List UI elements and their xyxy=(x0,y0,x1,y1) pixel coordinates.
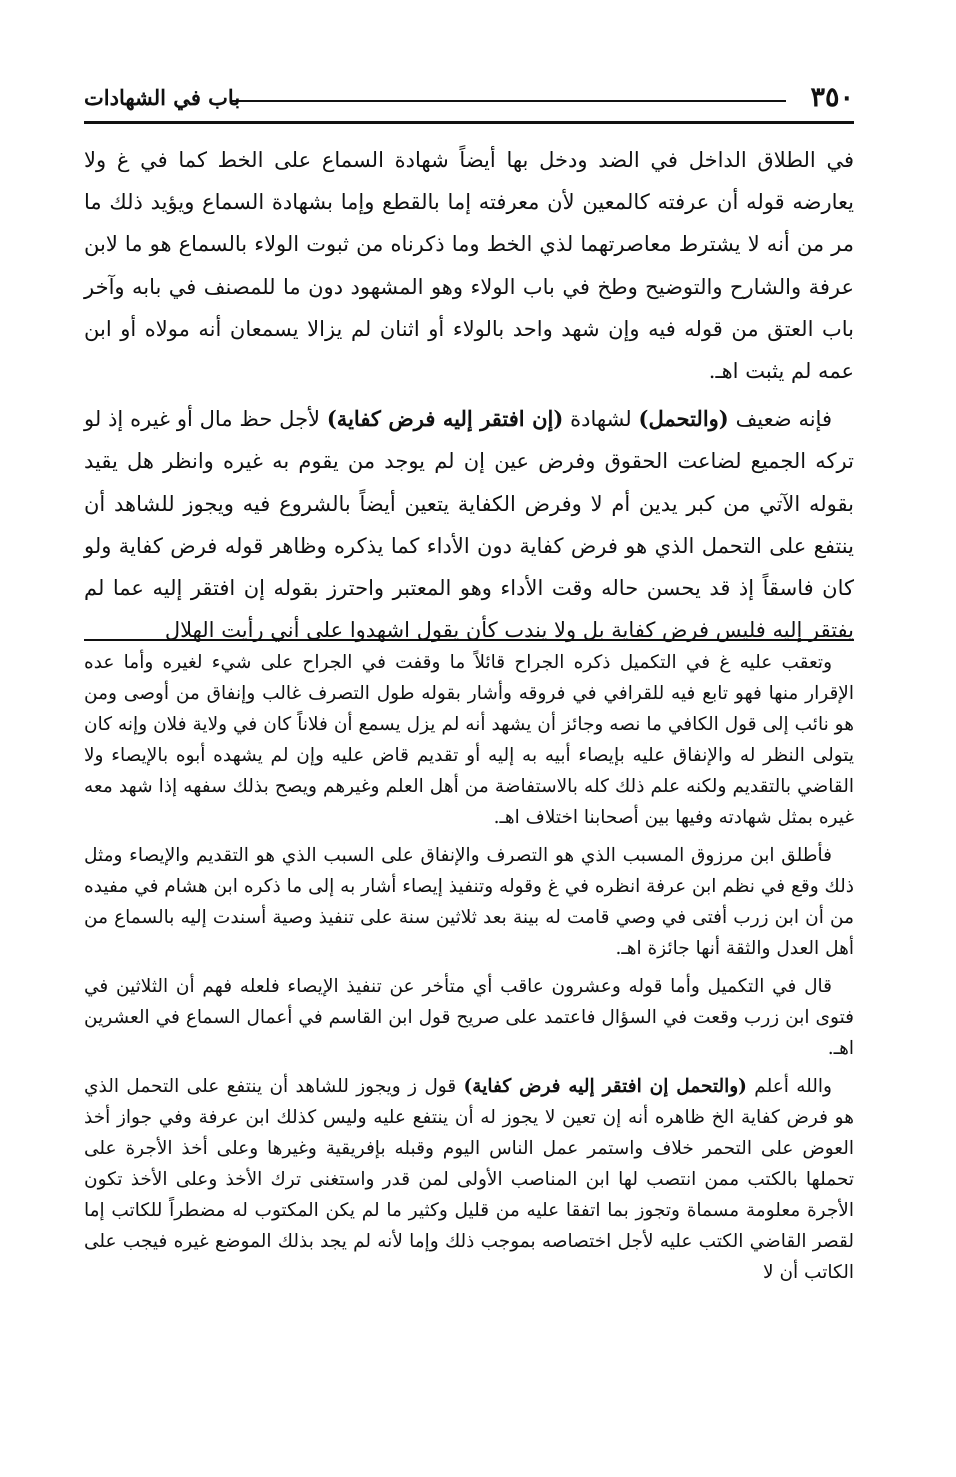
footnote-text-run: والله أعلم xyxy=(746,1076,832,1097)
footnote-text-run: قول ز ويجوز للشاهد أن ينتفع على التحمل الذي هو فرض كفاية الخ ظاهره أنه إن تعين لا يجوز له أن ينتفع عليه وليس كذلك ابن عرفة وفي جواز أخذ العوض على التحمر خلاف واستمر عمل الناس اليوم وقبله بإفريقية وغيرها وعلى أخذ الأجرة على تحملها بالكتب ممن انتصب لها ابن المناصب الأولى لمن قدر واستغنى ترك الأخذ وعلى الأخذ تكون الأجرة معلومة مسماة وتجوز بما اتفقا عليه من قليل وكثير ما لم يكن المكتوب له مضطراً للكاتب إما لقصر القاضي الكتب عليه لأجل اختصاصه بموجب ذلك وإما لأنه لم يجد بذلك الموضع غيره فيجب على الكاتب أن لا xyxy=(84,1076,854,1283)
page-number: ٣٥٠ xyxy=(810,82,854,113)
footnote-paragraph-2: فأطلق ابن مرزوق المسبب الذي هو التصرف والإنفاق على السبب الذي هو التقديم والإيصاء ومثل ذلك وقع في نظم ابن عرفة انظره في غ وقوله وتنفيذ إيصاء أشار به إلى ما ذكره ابن هشام في مفيده من أن ابن زرب أفتى في وصي قامت له بينة بعد ثلاثين سنة على تنفيذ وصية أسندت إليه بالسماع من أهل العدل والثقة أنها جائزة اهـ. xyxy=(84,845,854,959)
footnote-paragraph-4 xyxy=(84,1071,854,1288)
footnote-paragraph-1: وتعقب عليه غ في التكميل ذكره الجراح قائلاً ما وقفت في الجراح على شيء لغيره وأما عده الإقرار منها فهو تابع فيه للقرافي في فروقه وأشار بقوله طول التصرف غالب وإنفاق من أوصى ومن هو نائب إلى قول الكافي ما نصه وجائز أن يشهد أنه لم يزل يسمع أن فلاناً كان في ولاية فلان وإنه كان يتولى النظر له والإنفاق عليه بإيصاء أبيه به إليه أو تقديم قاض عليه وإن لم يشهده أبوه بالإيصاء ولا القاضي بالتقديم ولكنه علم ذلك كله بالاستفاضة من أهل العلم وغيرهم ويصح بذلك سفهه إذا شهد معه غيره بمثل شهادته وفيها بين أصحابنا اختلاف اهـ. xyxy=(84,652,854,828)
main-bold-term: (والتحمل) xyxy=(638,406,729,432)
header-dash-line xyxy=(232,100,786,102)
main-paragraph-1: في الطلاق الداخل في الضد ودخل بها أيضاً شهادة السماع على الخط كما في غ ولا يعارضه قوله أن عرفته كالمعين لأن معرفته إما بالقطع وإما بشهادة السماع ويؤيد ذلك ما مر من أنه لا يشترط معاصرتهما لذي الخط وما ذكرناه من ثبوت الولاء بالسماع هو ما لابن عرفة والشارح والتوضيح وطخ في باب الولاء وهو المشهود دون ما للمصنف في بابه وآخر باب العتق من قوله فيه وإن شهد واحد بالولاء أو اثنان لم يزالا يسمعان أنه مولاه أو ابن عمه لم يثبت اهـ. xyxy=(84,148,854,384)
footnotes xyxy=(84,647,854,1295)
header-rule xyxy=(84,121,854,124)
main-text xyxy=(84,139,854,651)
main-text-run: فإنه ضعيف xyxy=(728,407,832,432)
main-bold-quote: (إن افتقر إليه فرض كفاية) xyxy=(326,406,564,432)
main-paragraph-2 xyxy=(84,398,854,651)
running-title: باب في الشهادات xyxy=(84,85,241,110)
footnote-separator xyxy=(84,639,854,641)
footnote-paragraph-3: قال في التكميل وأما قوله وعشرون عاقب أي متأخر عن تنفيذ الإيصاء فلعله فهم أن الثلاثين في فتوى ابن زرب وقعت في السؤال فاعتمد على صريح قول ابن القاسم في أعمال السماع في العشرين اهـ. xyxy=(84,976,854,1059)
main-text-run: لشهادة xyxy=(563,407,639,432)
footnote-bold-quote: (والتحمل إن افتقر إليه فرض كفاية) xyxy=(463,1076,747,1097)
main-text-run: لأجل حظ مال أو غيره إذ لو تركه الجميع لضاعت الحقوق وفرض عين إن لم يوجد من يقوم به غيره وانظر هل يقيد بقوله الآتي من كبر يدين أم لا وفرض الكفاية يتعين أيضاً بالشروع فيه ويجوز للشاهد أن ينتفع على التحمل الذي هو فرض كفاية دون الأداء كما يذكره وظاهر قوله فرض كفاية ولو كان فاسقاً إذ قد يحسن حاله وقت الأداء وهو المعتبر واحترز بقوله إن افتقر إليه عما لم يفتقر إليه فليس فرض كفاية بل ولا يندب كأن يقول اشهدوا على أني رأيت الهلال xyxy=(84,407,854,643)
page-header xyxy=(84,82,854,122)
